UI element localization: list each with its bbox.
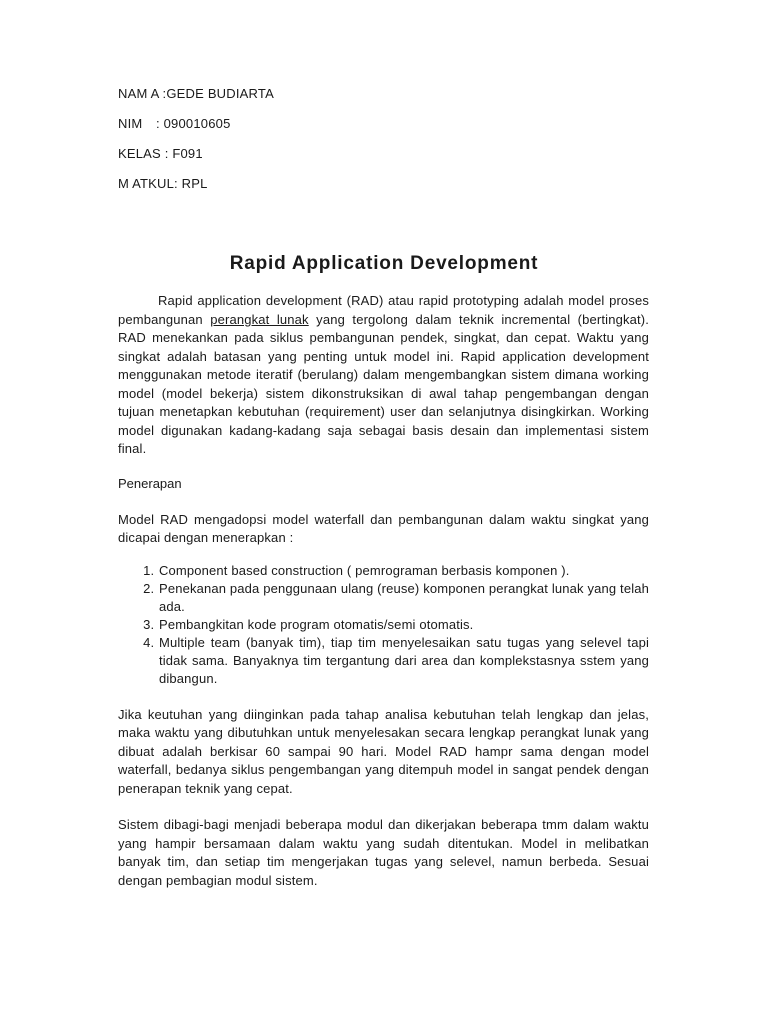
perangkat-lunak-link[interactable]: perangkat lunak [210, 311, 309, 327]
matkul-line: M ATKUL: RPL [118, 176, 208, 191]
list-item: 4. Multiple team (banyak tim), tiap tim menyelesaikan satu tugas yang selevel tapi tidak sama. Banyaknya tim tergantung dari area dan komplekstasnya sstem yang dibangun. [158, 634, 649, 688]
paragraph-modules: Sistem dibagi-bagi menjadi beberapa modul dan dikerjakan beberapa tmm dalam waktu yang hampir bersamaan dalam waktu yang sudah ditentukan. Model in melibatkan banyak tim, dan setiap tim mengerjakan tugas yang selevel, namun berbeda. Sesuai dengan pembagian modul sistem. [118, 817, 649, 888]
list-item: 1. Component based construction ( pemrograman berbasis komponen ). [158, 562, 649, 580]
kelas-line: KELAS : F091 [118, 146, 203, 161]
rad-method-list [118, 562, 649, 688]
intro-text-1: Rapid application development (RAD) atau rapid prototyping adalah model proses pembangunan [118, 293, 649, 327]
section-heading: Penerapan [118, 475, 182, 491]
document-body [118, 292, 649, 890]
paragraph-duration: Jika keutuhan yang diinginkan pada tahap analisa kebutuhan telah lengkap dan jelas, maka waktu yang dibutuhkan untuk menyelesakan secara lengkap perangkat lunak yang dibuat adalah berkisar 60 sampai 90 hari. Model RAD hampr sama dengan model waterfall, bedanya siklus pengembangan yang ditempuh model in sangat pendek dengan penerapan teknik yang cepat. [118, 706, 649, 796]
list-item: 3. Pembangkitan kode program otomatis/semi otomatis. [158, 616, 649, 634]
intro-text-2: yang tergolong dalam teknik incremental (bertingkat). RAD menekankan pada siklus pembangunan pendek, singkat, dan cepat. Waktu yang singkat adalah batasan yang penting untuk model ini. Rapid application development menggunakan metode iteratif (berulang) dalam mengembangkan sistem dimana working model (model bekerja) sistem dikonstruksikan di awal tahap pengembangan dengan tujuan menetapkan kebutuhan (requirement) user dan selanjutnya disingkirkan. Working model digunakan kadang-kadang saja sebagai basis desain dan implementasi sistem final. [118, 311, 649, 456]
nim-line [118, 116, 274, 146]
nim-label: NIM [118, 116, 143, 131]
paragraph-model-rad: Model RAD mengadopsi model waterfall dan pembangunan dalam waktu singkat yang dicapai dengan menerapkan : [118, 511, 649, 545]
student-info [118, 86, 274, 206]
intro-paragraph [118, 292, 649, 459]
document-title: Rapid Application Development [229, 253, 539, 274]
list-item: 2. Penekanan pada penggunaan ulang (reuse) komponen perangkat lunak yang telah ada. [158, 580, 649, 616]
nama-line: NAM A :GEDE BUDIARTA [118, 86, 274, 101]
nim-value: : 090010605 [156, 116, 231, 131]
